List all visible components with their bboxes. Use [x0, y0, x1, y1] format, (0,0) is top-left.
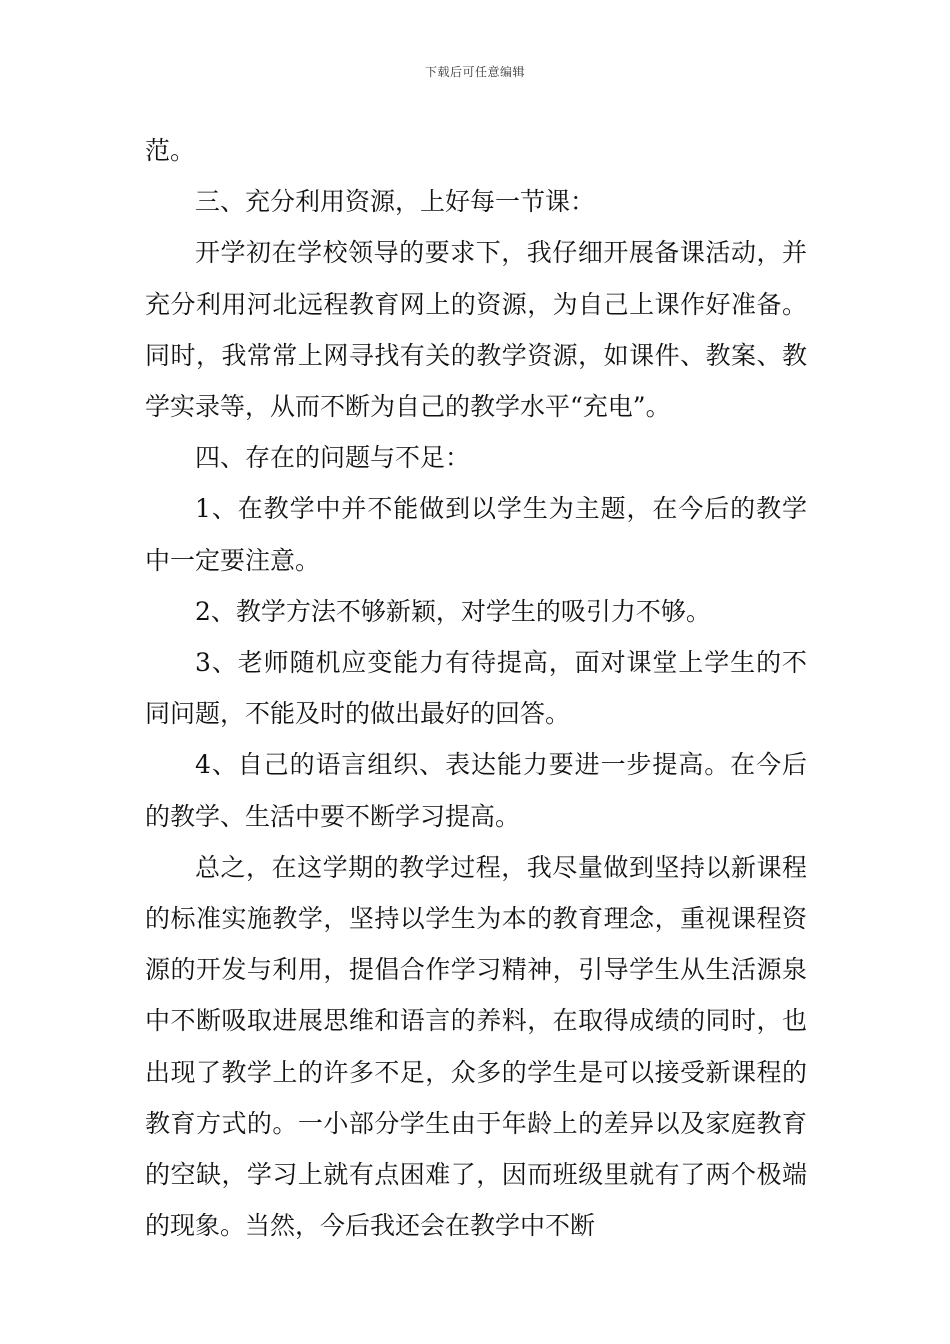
paragraph-resources: 开学初在学校领导的要求下，我仔细开展备课活动，并充分利用河北远程教育网上的资源，为自己上课作好准备。同时，我常常上网寻找有关的教学资源，如课件、教案、教学实录等，从而不断为自己的教学水平“充电”。: [145, 238, 807, 422]
list-item-problem-2: 2、教学方法不够新颖，对学生的吸引力不够。: [195, 596, 711, 626]
list-item-problem-1: 1、在教学中并不能做到以学生为主题，在今后的教学中一定要注意。: [145, 494, 807, 575]
document-body: [145, 125, 807, 1251]
list-item-problem-4: 4、自己的语言组织、表达能力要进一步提高。在今后的教学、生活中要不断学习提高。: [145, 750, 807, 831]
section-heading-resources: 三、充分利用资源，上好每一节课：: [195, 187, 596, 217]
list-item-problem-3: 3、老师随机应变能力有待提高，面对课堂上学生的不同问题，不能及时的做出最好的回答。: [145, 648, 807, 729]
paragraph-continuation: 范。: [145, 136, 196, 165]
paragraph-summary: 总之，在这学期的教学过程，我尽量做到坚持以新课程的标准实施教学，坚持以学生为本的教育理念，重视课程资源的开发与利用，提倡合作学习精神，引导学生从生活源泉中不断吸取进展思维和语言的养料，在取得成绩的同时，也出现了教学上的许多不足，众多的学生是可以接受新课程的教育方式的。一小部分学生由于年龄上的差异以及家庭教育的空缺，学习上就有点困难了，因而班级里就有了两个极端的现象。当然，今后我还会在教学中不断: [145, 852, 807, 1241]
section-heading-problems: 四、存在的问题与不足：: [195, 443, 471, 473]
page-header: 下载后可任意编辑: [424, 65, 525, 79]
